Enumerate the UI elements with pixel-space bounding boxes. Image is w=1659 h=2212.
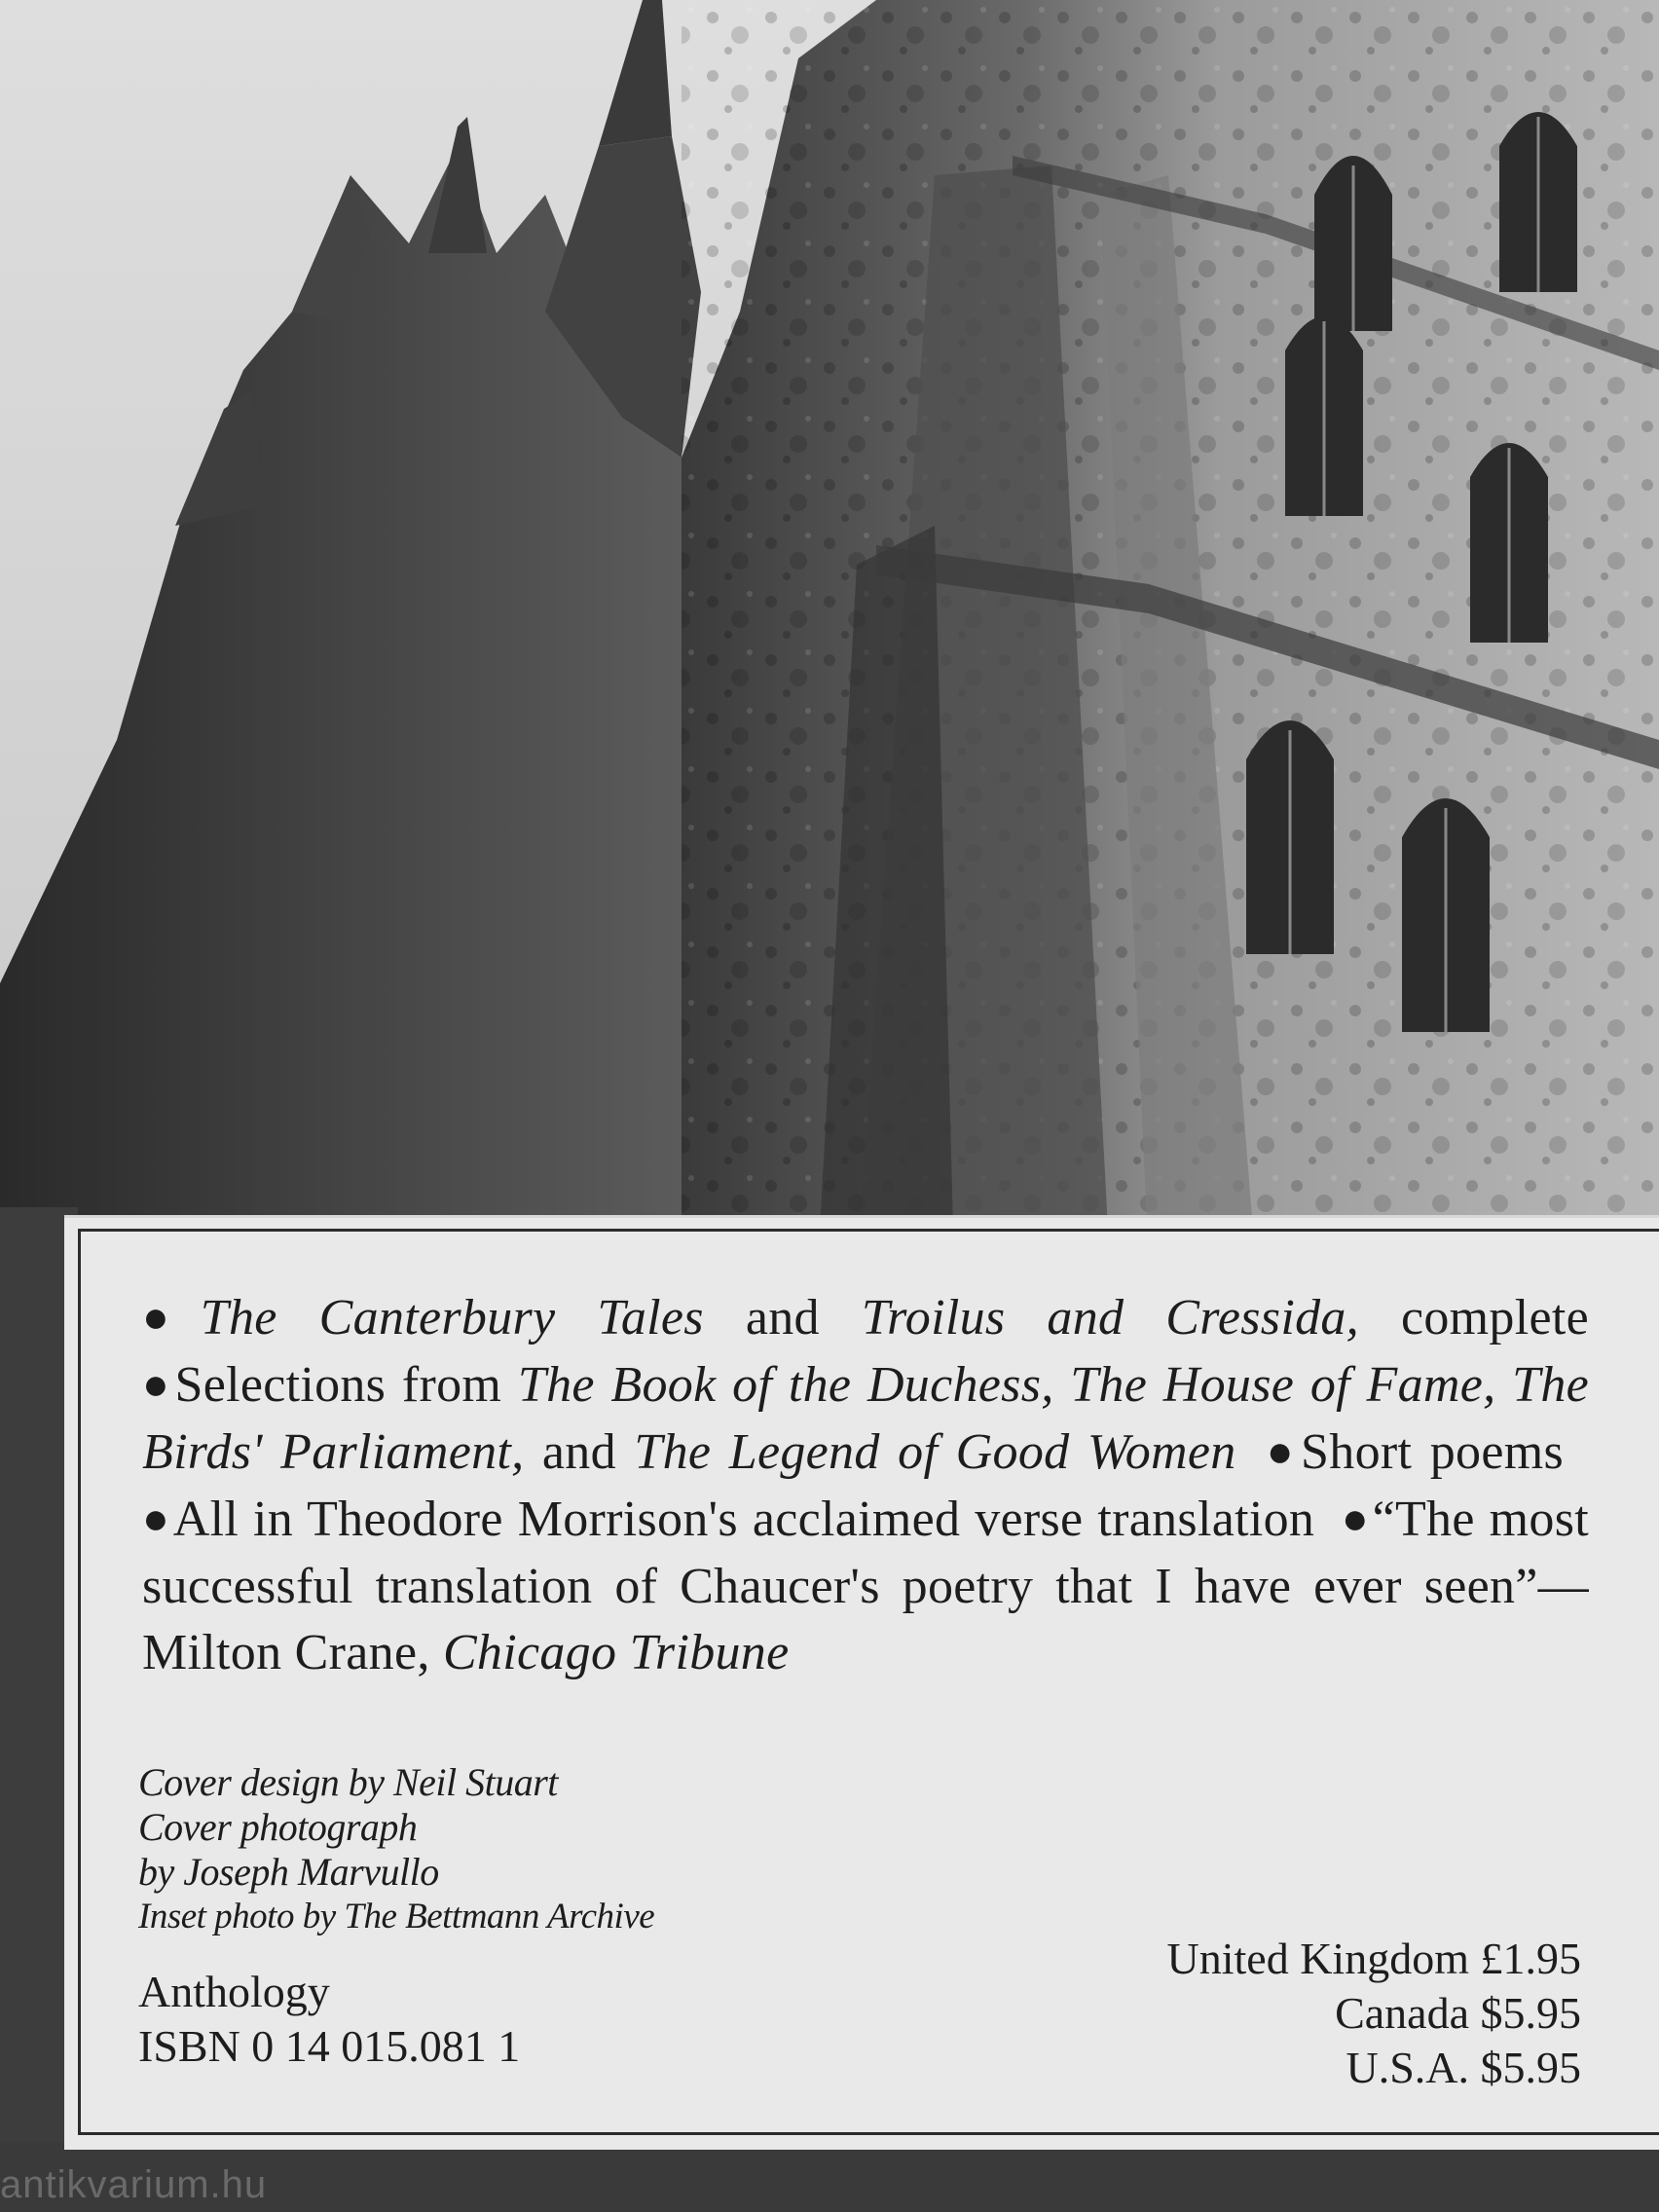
- title-canterbury-tales: The Canterbury Tales: [200, 1290, 704, 1346]
- watermark: antikvarium.hu: [0, 2163, 268, 2206]
- bullet-icon: ●: [142, 1359, 173, 1409]
- titles-selections: The Book of the Duchess, The House of Fame, The Birds' Parliament,: [142, 1357, 1589, 1480]
- isbn: ISBN 0 14 015.081 1: [138, 2021, 521, 2071]
- bullet-icon: ●: [1340, 1493, 1371, 1543]
- blurb-paragraph: ●The Canterbury Tales and Troilus and Cressida, complete ●Selections from The Book of the Duchess, The House of Fame, The Birds' Parliament, and The Legend of Good Women ●Short poems●All in Theodore Morrison's acclaimed verse translation ●“The most successful translation of Chaucer's poetry that I have ever seen”—Milton Crane, Chicago Tribune: [142, 1290, 1589, 1680]
- price-list: [900, 1932, 1581, 2095]
- bullet-icon: ●: [1261, 1426, 1300, 1476]
- title-legend-of-good-women: The Legend of Good Women: [634, 1424, 1236, 1480]
- title-troilus: Troilus and Cressida,: [861, 1290, 1359, 1346]
- cover-credits: [138, 1760, 839, 1939]
- cover-design-credit: Cover design by Neil Stuart: [138, 1760, 558, 1804]
- price-canada: Canada $5.95: [1335, 1988, 1581, 2038]
- quote-source: Chicago Tribune: [442, 1625, 790, 1680]
- cover-photo-credit-line1: Cover photograph: [138, 1805, 418, 1849]
- cover-photo-credit-line2: by Joseph Marvullo: [138, 1850, 439, 1894]
- translation-note: All in Theodore Morrison's acclaimed verse translation: [172, 1492, 1315, 1547]
- bullet-icon: ●: [142, 1292, 199, 1342]
- review-quote: “The most successful translation of Chaucer's poetry that I have ever seen”—Milton Crane,: [142, 1492, 1589, 1680]
- category-label: Anthology: [138, 1967, 330, 2016]
- price-usa: U.S.A. $5.95: [1346, 2043, 1581, 2092]
- price-uk: United Kingdom £1.95: [1166, 1934, 1581, 1983]
- catalog-info: [138, 1965, 820, 2074]
- bullet-icon: ●: [142, 1493, 171, 1543]
- inset-photo-credit: Inset photo by The Bettmann Archive: [138, 1897, 655, 1936]
- short-poems: Short poems: [1301, 1424, 1564, 1480]
